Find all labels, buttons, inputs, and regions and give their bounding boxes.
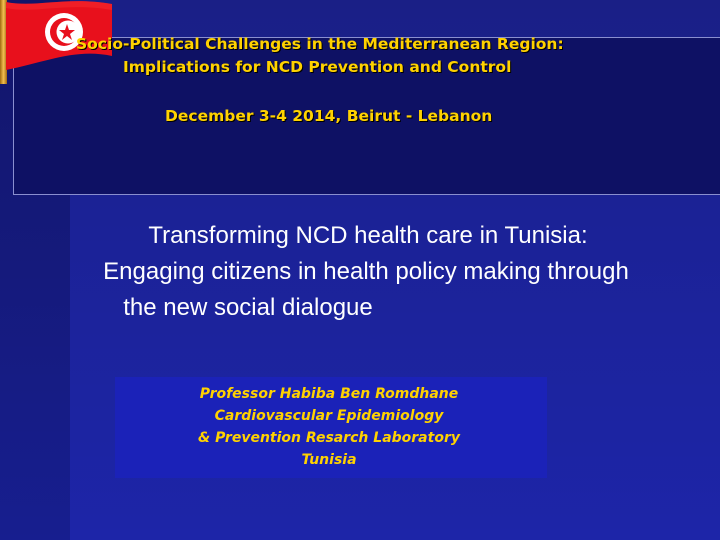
presentation-title-line1: Transforming NCD health care in Tunisia: [148, 222, 588, 249]
conference-title-line2: Implications for NCD Prevention and Control [123, 58, 512, 76]
presentation-title-line3: the new social dialogue [123, 294, 373, 321]
author-country: Tunisia [301, 452, 357, 468]
author-name: Professor Habiba Ben Romdhane [199, 386, 459, 402]
author-department-line1: Cardiovascular Epidemiology [214, 408, 444, 424]
conference-date: December 3-4 2014, Beirut - Lebanon [165, 107, 493, 125]
author-department-line2: & Prevention Resarch Laboratory [198, 430, 460, 446]
presentation-title-line2: Engaging citizens in health policy making through [103, 258, 629, 285]
conference-title-line1: Socio-Political Challenges in the Mediterranean Region: [76, 35, 564, 53]
